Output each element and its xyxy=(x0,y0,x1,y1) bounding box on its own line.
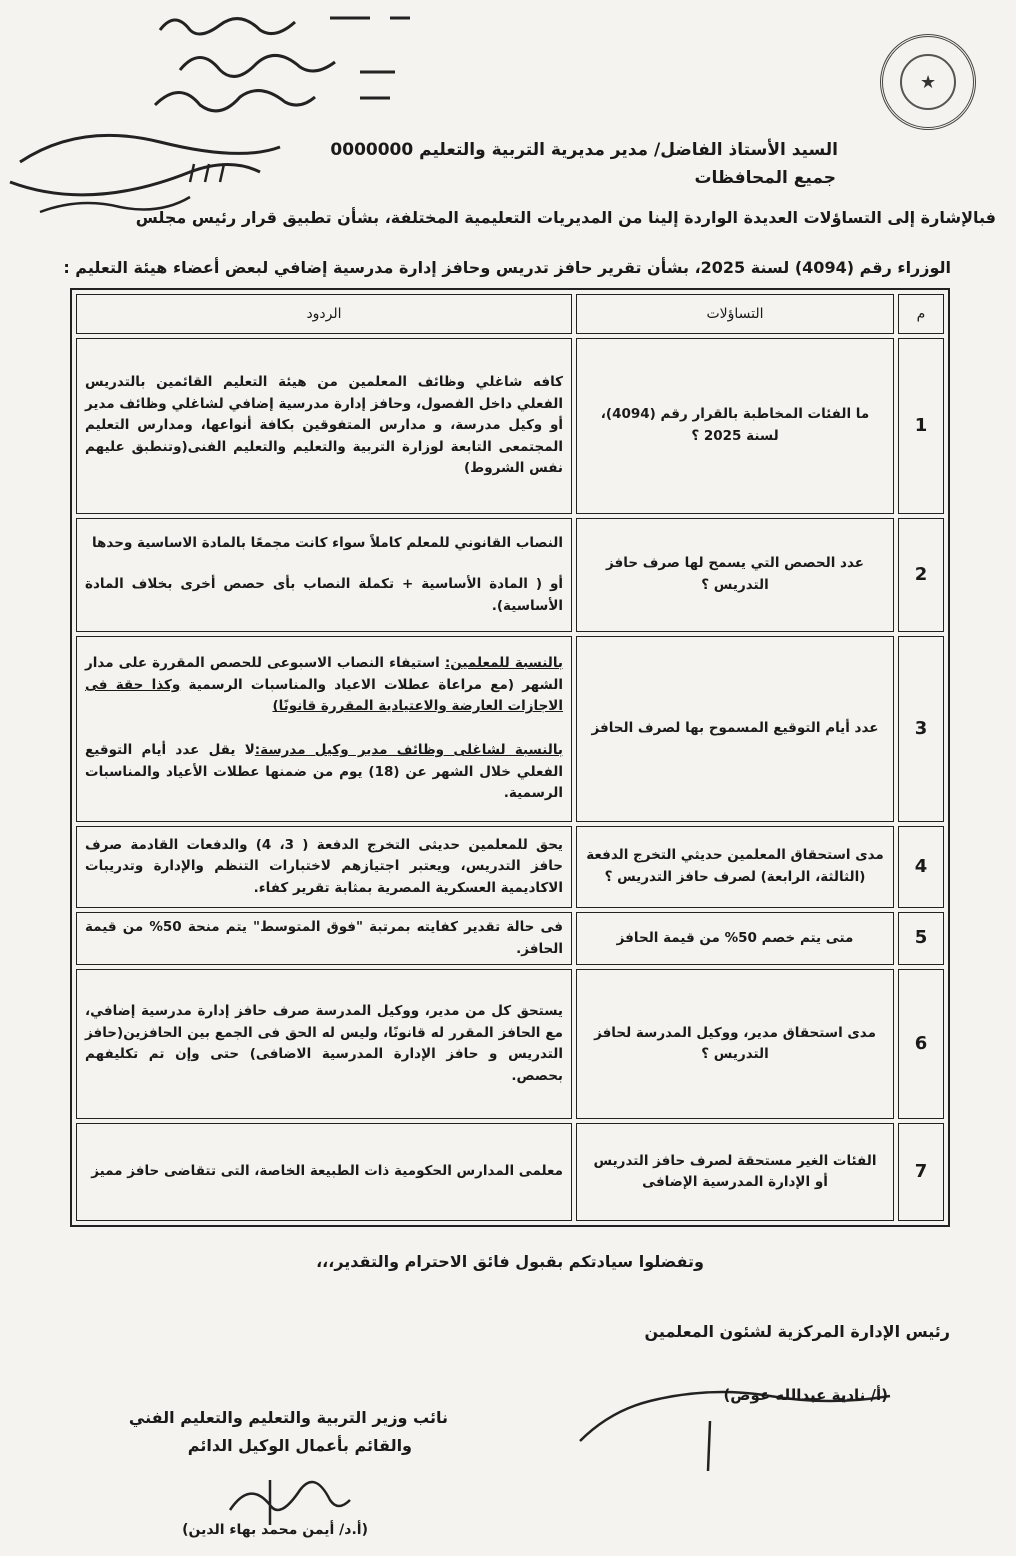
row-number: 3 xyxy=(898,636,944,822)
row-question: متى يتم خصم 50% من قيمة الحافز xyxy=(576,912,894,965)
signatory-1-name: (أ/ نادية عبدالله عوض) xyxy=(723,1386,888,1404)
signature-2 xyxy=(210,1470,360,1530)
row-answer-part-1 xyxy=(85,653,563,718)
row-number: 4 xyxy=(898,826,944,908)
intro-line-1: فبالإشارة إلى التساؤلات العديدة الواردة إلينا من المديريات التعليمية المختلفة، بشأن تطبيق قرار رئيس مجلس xyxy=(135,208,996,227)
table-row xyxy=(76,912,944,965)
handwritten-margin-notes xyxy=(130,0,420,130)
row-answer: يستحق كل من مدير، ووكيل المدرسة صرف حافز إدارة مدرسية إضافي، مع الحافز المقرر له قانونًا، وليس له الحق فى الجمع بين الحافزين(حافز التدريس و حافز الإدارة المدرسية الاضافى) حتى وإن تم تكليفهم بحصص. xyxy=(76,969,572,1119)
teachers-text: استيفاء النصاب الاسبوعى للحصص المقررة على مدار الشهر (مع مراعاة عطلات الاعياد والمناسبات الرسمية xyxy=(85,655,563,693)
row-number: 2 xyxy=(898,518,944,632)
table-header-row xyxy=(76,294,944,334)
table-row xyxy=(76,636,944,822)
row-answer-part-2 xyxy=(85,740,563,805)
ministry-seal-icon: ★ xyxy=(880,34,976,130)
signatory-2-title-2: والقائم بأعمال الوكيل الدائم xyxy=(187,1436,412,1455)
teachers-lead: بالنسبة للمعلمين: xyxy=(444,655,564,672)
signatory-1-title: رئيس الإدارة المركزية لشئون المعلمين xyxy=(644,1322,950,1341)
row-question: ما الفئات المخاطبة بالقرار رقم (4094)، لسنة 2025 ؟ xyxy=(576,338,894,514)
closing-line: وتفضلوا سيادتكم بقبول فائق الاحترام والتقدير،،، xyxy=(316,1252,704,1271)
row-question: عدد أيام التوقيع المسموح بها لصرف الحافز xyxy=(576,636,894,822)
signature-1 xyxy=(560,1366,900,1476)
table-row xyxy=(76,518,944,632)
signatory-2-name: (أ.د/ أيمن محمد بهاء الدين) xyxy=(182,1522,368,1538)
table-row xyxy=(76,1123,944,1221)
row-answer: كافه شاغلي وظائف المعلمين من هيئة التعليم القائمين بالتدريس الفعلي داخل الفصول، وحافز إدارة مدرسية إضافي لشاغلي وظائف مدير أو وكيل مدرسة، و مدارس المتفوقين بكافة أنواعها، ومدارس التعليم المجتمعى التابعة لوزارة التربية والتعليم والتعليم الفنى(وتنطبق عليهم نفس الشروط) xyxy=(76,338,572,514)
row-answer: يحق للمعلمين حديثى التخرج الدفعة ( 3، 4) والدفعات القادمة صرف حافز التدريس، ويعتبر اجتيازهم لاختبارات التنظم والإدارة وتدريبات الاكاديمية العسكرية المصرية بمثابة تقرير كفاء. xyxy=(76,826,572,908)
row-answer xyxy=(76,636,572,822)
row-question: عدد الحصص التي يسمح لها صرف حافز التدريس ؟ xyxy=(576,518,894,632)
row-answer: معلمى المدارس الحكومية ذات الطبيعة الخاصة، التى تتقاضى حافز مميز xyxy=(76,1123,572,1221)
teachers-underlined-text: وكذا حقة فى الاجازات العارضة والاعتيادية المقررة قانونًا) xyxy=(85,676,563,715)
table-row xyxy=(76,969,944,1119)
salutation-line-2: جميع المحافظات xyxy=(694,168,836,188)
row-question: مدى استحقاق مدير، ووكيل المدرسة لحافز التدريس ؟ xyxy=(576,969,894,1119)
managers-text: لا يقل عدد أيام التوقيع الفعلي خلال الشهر عن (18) يوم من ضمنها عطلات الأعياد والمناسبات الرسمية. xyxy=(85,742,563,802)
row-number: 7 xyxy=(898,1123,944,1221)
row-number: 5 xyxy=(898,912,944,965)
row-question: مدى استحقاق المعلمين حديثي التخرج الدفعة (الثالثة، الرابعة) لصرف حافز التدريس ؟ xyxy=(576,826,894,908)
table-row xyxy=(76,826,944,908)
salutation-line-1: السيد الأستاذ الفاضل/ مدير مديرية التربية والتعليم 0000000 xyxy=(330,140,838,160)
row-answer-part-2: أو ( المادة الأساسية + تكملة النصاب بأى حصص أخرى بخلاف المادة الأساسية). xyxy=(85,576,563,614)
signatory-2-title-1: نائب وزير التربية والتعليم والتعليم الفني xyxy=(128,1408,448,1427)
row-question: الفئات الغير مستحقة لصرف حافز التدريس أو الإدارة المدرسية الإضافى xyxy=(576,1123,894,1221)
row-number: 1 xyxy=(898,338,944,514)
header-answer: الردود xyxy=(76,294,572,334)
row-number: 6 xyxy=(898,969,944,1119)
qa-table xyxy=(70,288,950,1227)
header-question: التساؤلات xyxy=(576,294,894,334)
managers-lead: بالنسبة لشاغلى وظائف مدير وكيل مدرسة: xyxy=(254,742,563,758)
table-row xyxy=(76,338,944,514)
row-answer: فى حالة تقدير كفايته بمرتبة "فوق المتوسط" يتم منحة 50% من قيمة الحافز. xyxy=(76,912,572,965)
header-num: م xyxy=(898,294,944,334)
row-answer-part-1: النصاب القانوني للمعلم كاملاً سواء كانت مجمعًا بالمادة الاساسية وحدها xyxy=(91,534,563,551)
row-answer xyxy=(76,518,572,632)
intro-line-2: الوزراء رقم (4094) لسنة 2025، بشأن تقرير حافز تدريس وحافز إدارة مدرسية إضافي لبعض أعضاء هيئة التعليم : xyxy=(63,258,951,277)
